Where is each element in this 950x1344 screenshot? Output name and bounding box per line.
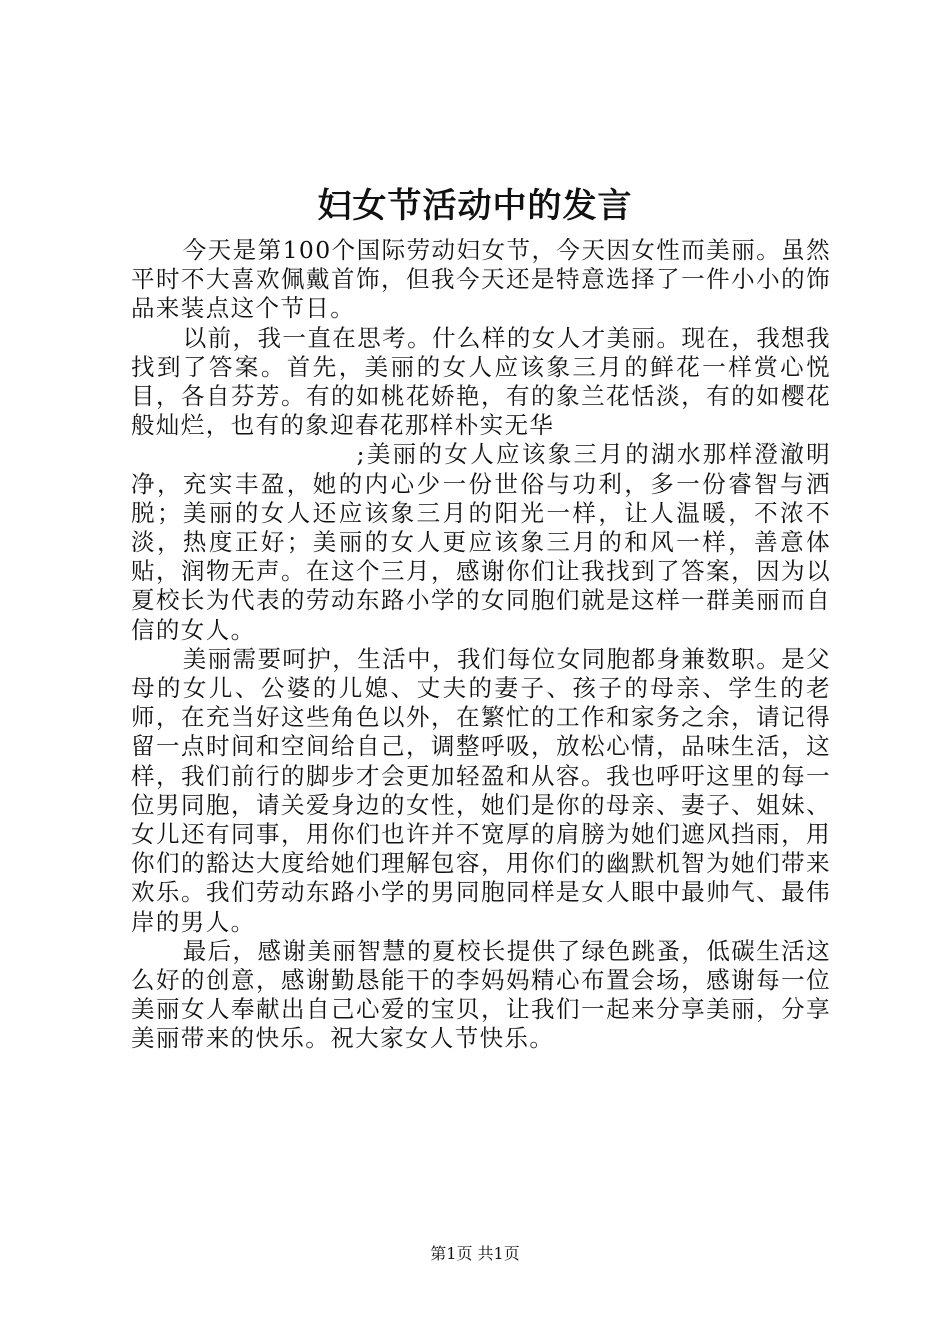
paragraph: 最后，感谢美丽智慧的夏校长提供了绿色跳蚤，低碳生活这么好的创意，感谢勤恳能干的李妈妈精心布置会场，感谢每一位美丽女人奉献出自己心爱的宝贝，让我们一起来分享美丽，分享美丽带来的快乐。祝大家女人节快乐。 [131, 936, 831, 1053]
document-title: 妇女节活动中的发言 [317, 186, 633, 226]
page-footer: 第1页 共1页 [430, 1244, 520, 1263]
document-body [131, 236, 831, 1054]
paragraph: 今天是第100个国际劳动妇女节，今天因女性而美丽。虽然平时不大喜欢佩戴首饰，但我今天还是特意选择了一件小小的饰品来装点这个节日。 [131, 236, 831, 323]
paragraph: 以前，我一直在思考。什么样的女人才美丽。现在，我想我找到了答案。首先，美丽的女人应该象三月的鲜花一样赏心悦目，各自芬芳。有的如桃花娇艳，有的象兰花恬淡，有的如樱花般灿烂，也有的象迎春花那样朴实无华 [131, 323, 831, 440]
paragraph-continuation: ;美丽的女人应该象三月的湖水那样澄澈明净，充实丰盈，她的内心少一份世俗与功利，多一份睿智与洒脱；美丽的女人还应该象三月的阳光一样，让人温暖，不浓不淡，热度正好；美丽的女人更应该象三月的和风一样，善意体贴，润物无声。在这个三月，感谢你们让我找到了答案，因为以夏校长为代表的劳动东路小学的女同胞们就是这样一群美丽而自信的女人。 [131, 440, 831, 644]
paragraph: 美丽需要呵护，生活中，我们每位女同胞都身兼数职。是父母的女儿、公婆的儿媳、丈夫的妻子、孩子的母亲、学生的老师，在充当好这些角色以外，在繁忙的工作和家务之余，请记得留一点时间和空间给自己，调整呼吸，放松心情，品味生活，这样，我们前行的脚步才会更加轻盈和从容。我也呼吁这里的每一位男同胞，请关爱身边的女性，她们是你的母亲、妻子、姐妹、女儿还有同事，用你们也许并不宽厚的肩膀为她们遮风挡雨，用你们的豁达大度给她们理解包容，用你们的幽默机智为她们带来欢乐。我们劳动东路小学的男同胞同样是女人眼中最帅气、最伟岸的男人。 [131, 644, 831, 936]
